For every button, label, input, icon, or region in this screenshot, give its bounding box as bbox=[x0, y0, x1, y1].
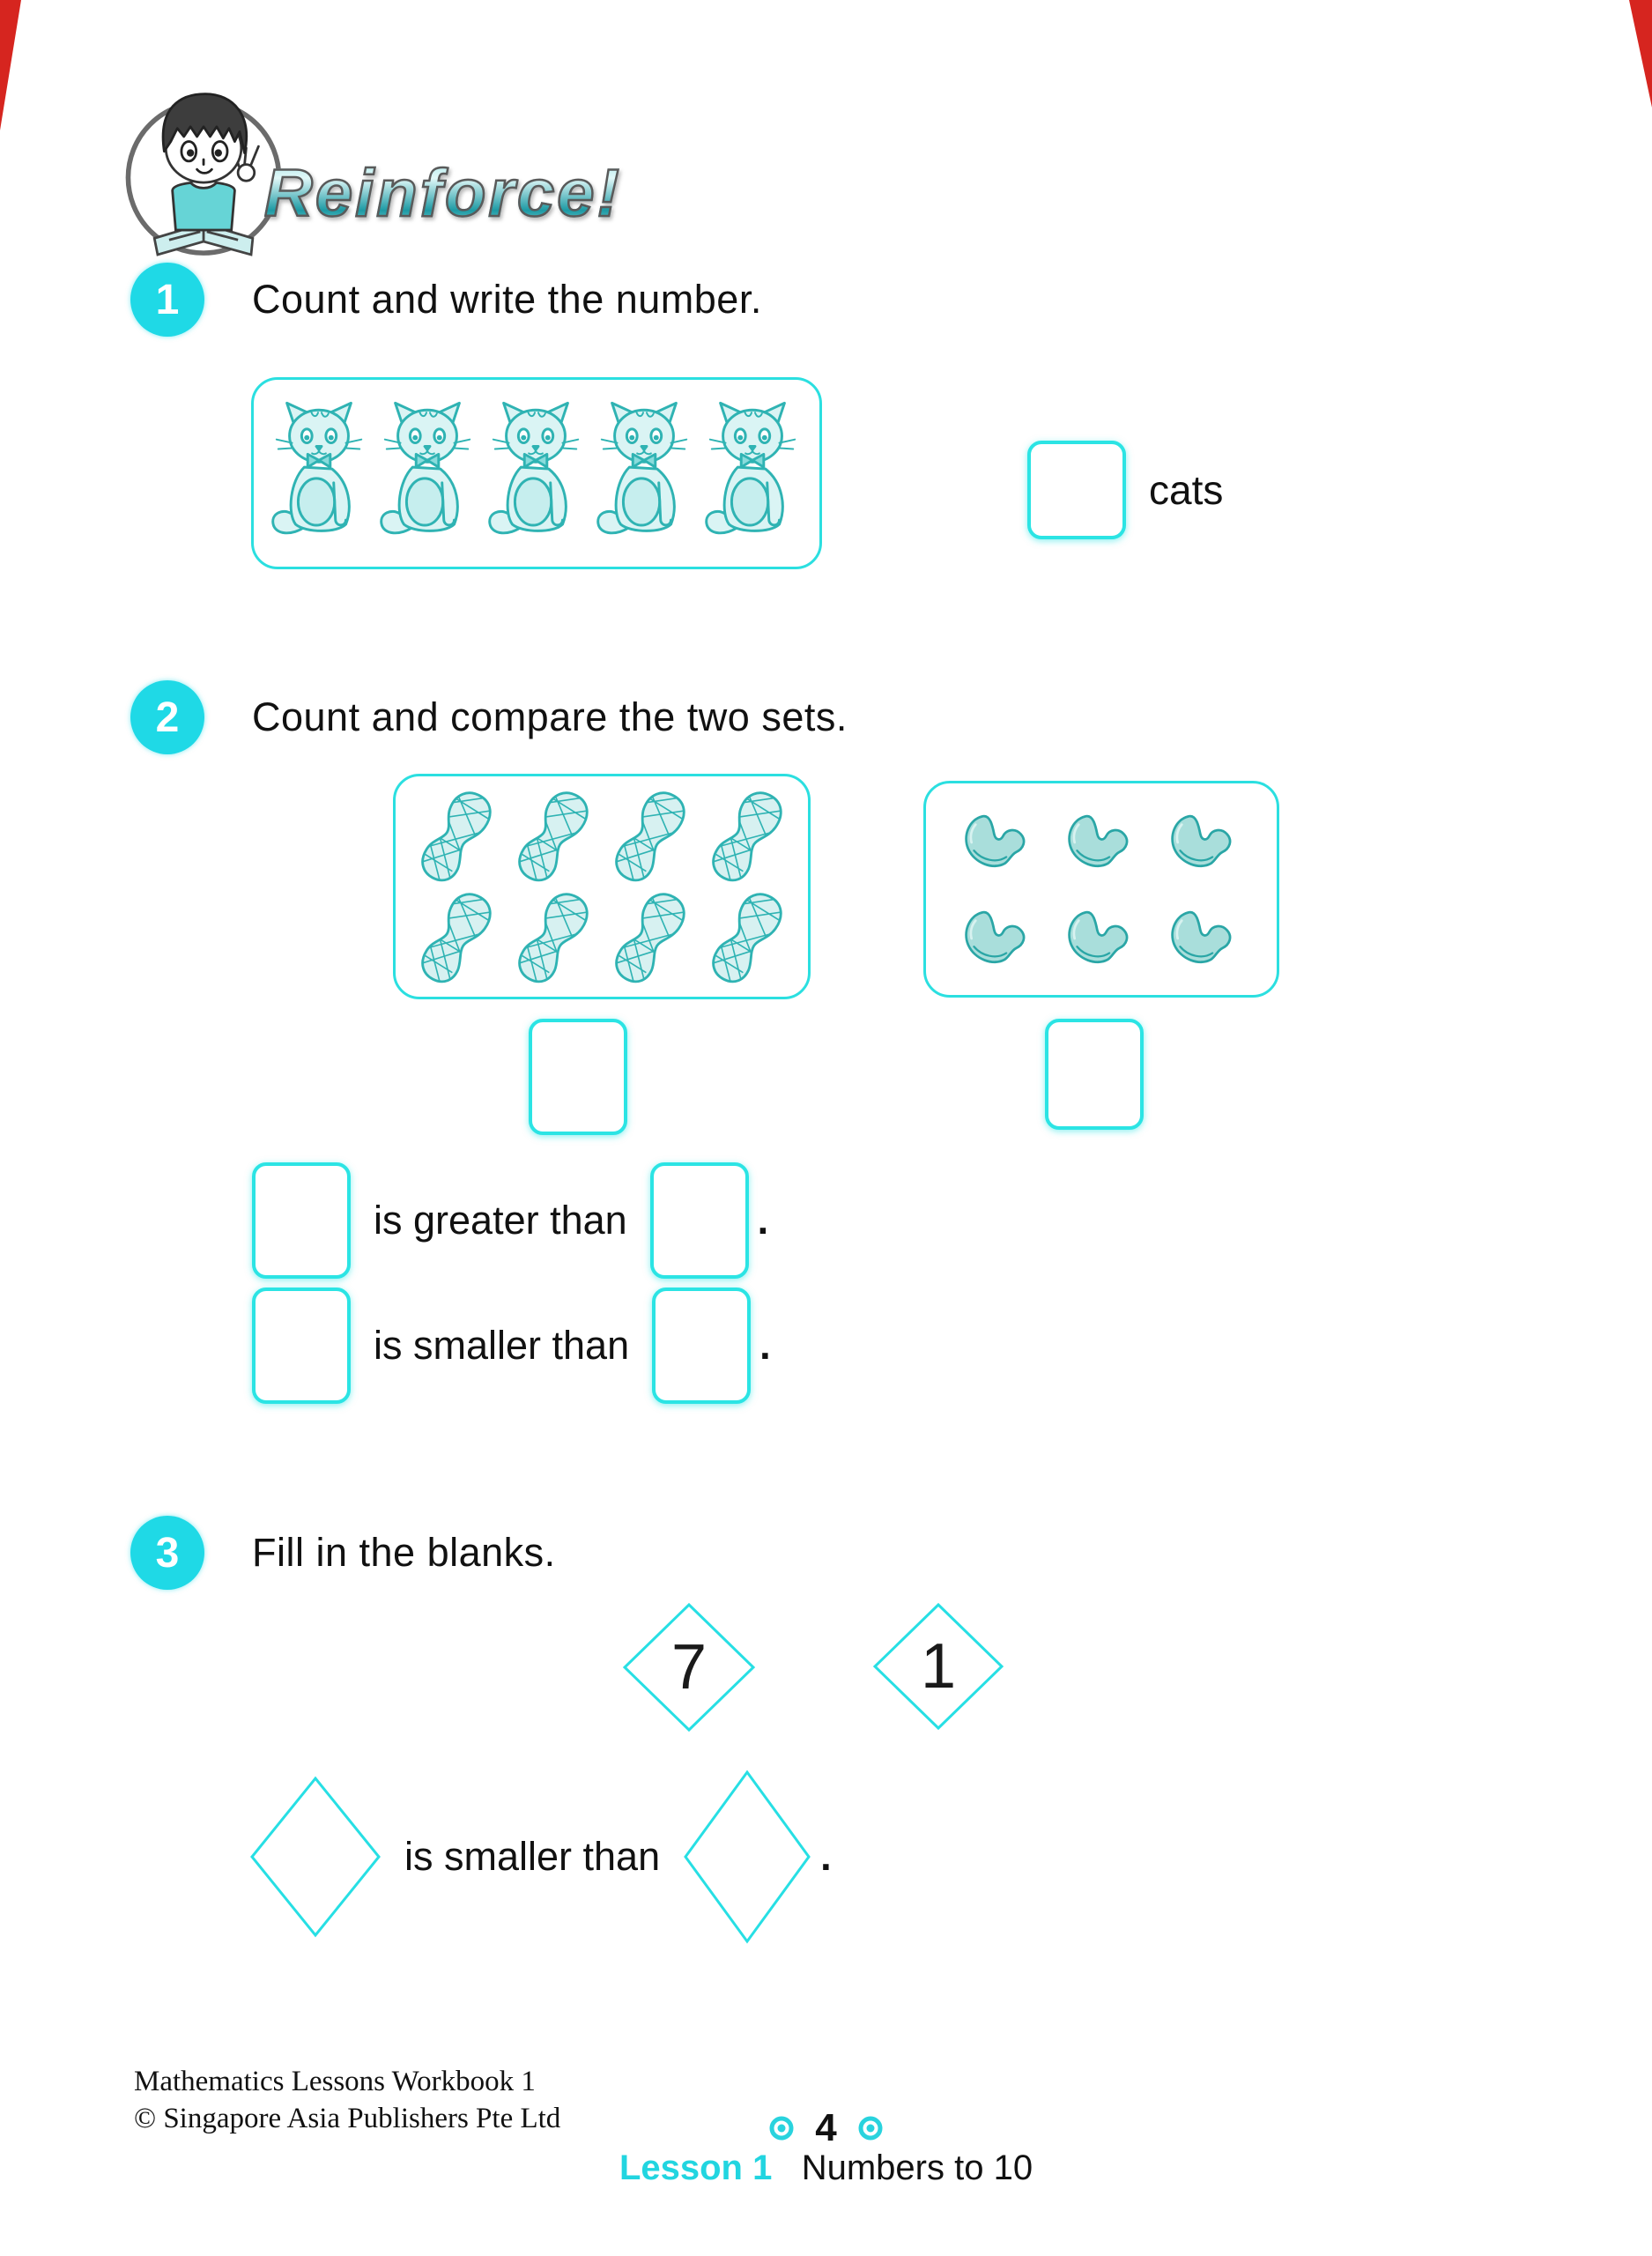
page-title: Reinforce! bbox=[264, 156, 622, 231]
peanut-icon bbox=[605, 786, 695, 887]
smaller-than-text: is smaller than bbox=[404, 1834, 661, 1879]
cat-icon bbox=[376, 395, 480, 552]
peanut-icon bbox=[508, 887, 598, 988]
question-3-number-badge: 3 bbox=[130, 1516, 204, 1590]
cashews-set-box bbox=[923, 781, 1279, 998]
lesson-row bbox=[0, 2148, 1652, 2188]
peanut-icon bbox=[411, 786, 501, 887]
peanut-icon bbox=[702, 786, 792, 887]
blank-box-greater-left[interactable] bbox=[252, 1162, 351, 1279]
page-number: 4 bbox=[815, 2106, 837, 2149]
cashew-icon bbox=[1061, 805, 1142, 879]
sentence-diamond-smaller-than bbox=[249, 1770, 832, 1944]
diamond-number: 1 bbox=[920, 1631, 957, 1702]
question-2-prompt: Count and compare the two sets. bbox=[252, 694, 848, 739]
peanut-icon bbox=[702, 887, 792, 988]
cat-icon bbox=[485, 395, 589, 552]
peanut-icon bbox=[605, 887, 695, 988]
cashew-icon bbox=[958, 901, 1039, 975]
lesson-title: Numbers to 10 bbox=[801, 2148, 1033, 2187]
diamond-number: 7 bbox=[670, 1632, 707, 1703]
sentence-period: . bbox=[820, 1834, 832, 1879]
cashew-icon bbox=[958, 805, 1039, 879]
count-box-peanuts[interactable] bbox=[529, 1019, 627, 1135]
diamond-blank-left[interactable] bbox=[249, 1776, 382, 1938]
blank-box-smaller-left[interactable] bbox=[252, 1288, 351, 1404]
footer-copyright: © Singapore Asia Publishers Pte Ltd bbox=[134, 2103, 561, 2134]
blank-box-smaller-right[interactable] bbox=[652, 1288, 751, 1404]
cashew-icon bbox=[1164, 805, 1245, 879]
diamond-blank-right[interactable] bbox=[683, 1770, 811, 1944]
question-3-prompt: Fill in the blanks. bbox=[252, 1530, 556, 1575]
page-marker-icon bbox=[856, 2114, 885, 2142]
question-1-answer-row bbox=[1027, 441, 1223, 539]
lesson-label: Lesson 1 bbox=[619, 2148, 773, 2187]
footer-book-title: Mathematics Lessons Workbook 1 bbox=[134, 2066, 536, 2097]
peanut-icon bbox=[508, 786, 598, 887]
cashew-icon bbox=[1061, 901, 1142, 975]
question-2-header bbox=[130, 680, 848, 754]
peanut-icon bbox=[411, 887, 501, 988]
cat-icon bbox=[593, 395, 697, 552]
diamond-value-7 bbox=[622, 1602, 756, 1733]
diamond-value-1 bbox=[872, 1602, 1004, 1731]
page-corner-mark-right bbox=[1629, 0, 1652, 108]
smaller-than-text: is smaller than bbox=[374, 1323, 630, 1368]
question-1-header bbox=[130, 263, 762, 337]
count-box-cashews[interactable] bbox=[1045, 1019, 1144, 1130]
question-1-prompt: Count and write the number. bbox=[252, 277, 762, 322]
cats-set-box bbox=[251, 377, 822, 569]
peanuts-set-box bbox=[393, 774, 811, 999]
sentence-smaller-than bbox=[252, 1290, 771, 1401]
greater-than-text: is greater than bbox=[374, 1198, 627, 1243]
cashew-icon bbox=[1164, 901, 1245, 975]
question-1-number-badge: 1 bbox=[130, 263, 204, 337]
question-3-header bbox=[130, 1516, 556, 1590]
sentence-greater-than bbox=[252, 1165, 768, 1276]
page-marker-icon bbox=[767, 2114, 796, 2142]
page-corner-mark-left bbox=[0, 0, 21, 130]
page-number-row bbox=[0, 2106, 1652, 2150]
blank-box-greater-right[interactable] bbox=[650, 1162, 749, 1279]
sentence-period: . bbox=[759, 1323, 771, 1368]
sentence-period: . bbox=[757, 1198, 769, 1243]
cat-icon bbox=[701, 395, 805, 552]
cats-unit-label: cats bbox=[1149, 467, 1224, 513]
cat-icon bbox=[268, 395, 372, 552]
answer-box-cats-count[interactable] bbox=[1027, 441, 1126, 539]
question-2-number-badge: 2 bbox=[130, 680, 204, 754]
